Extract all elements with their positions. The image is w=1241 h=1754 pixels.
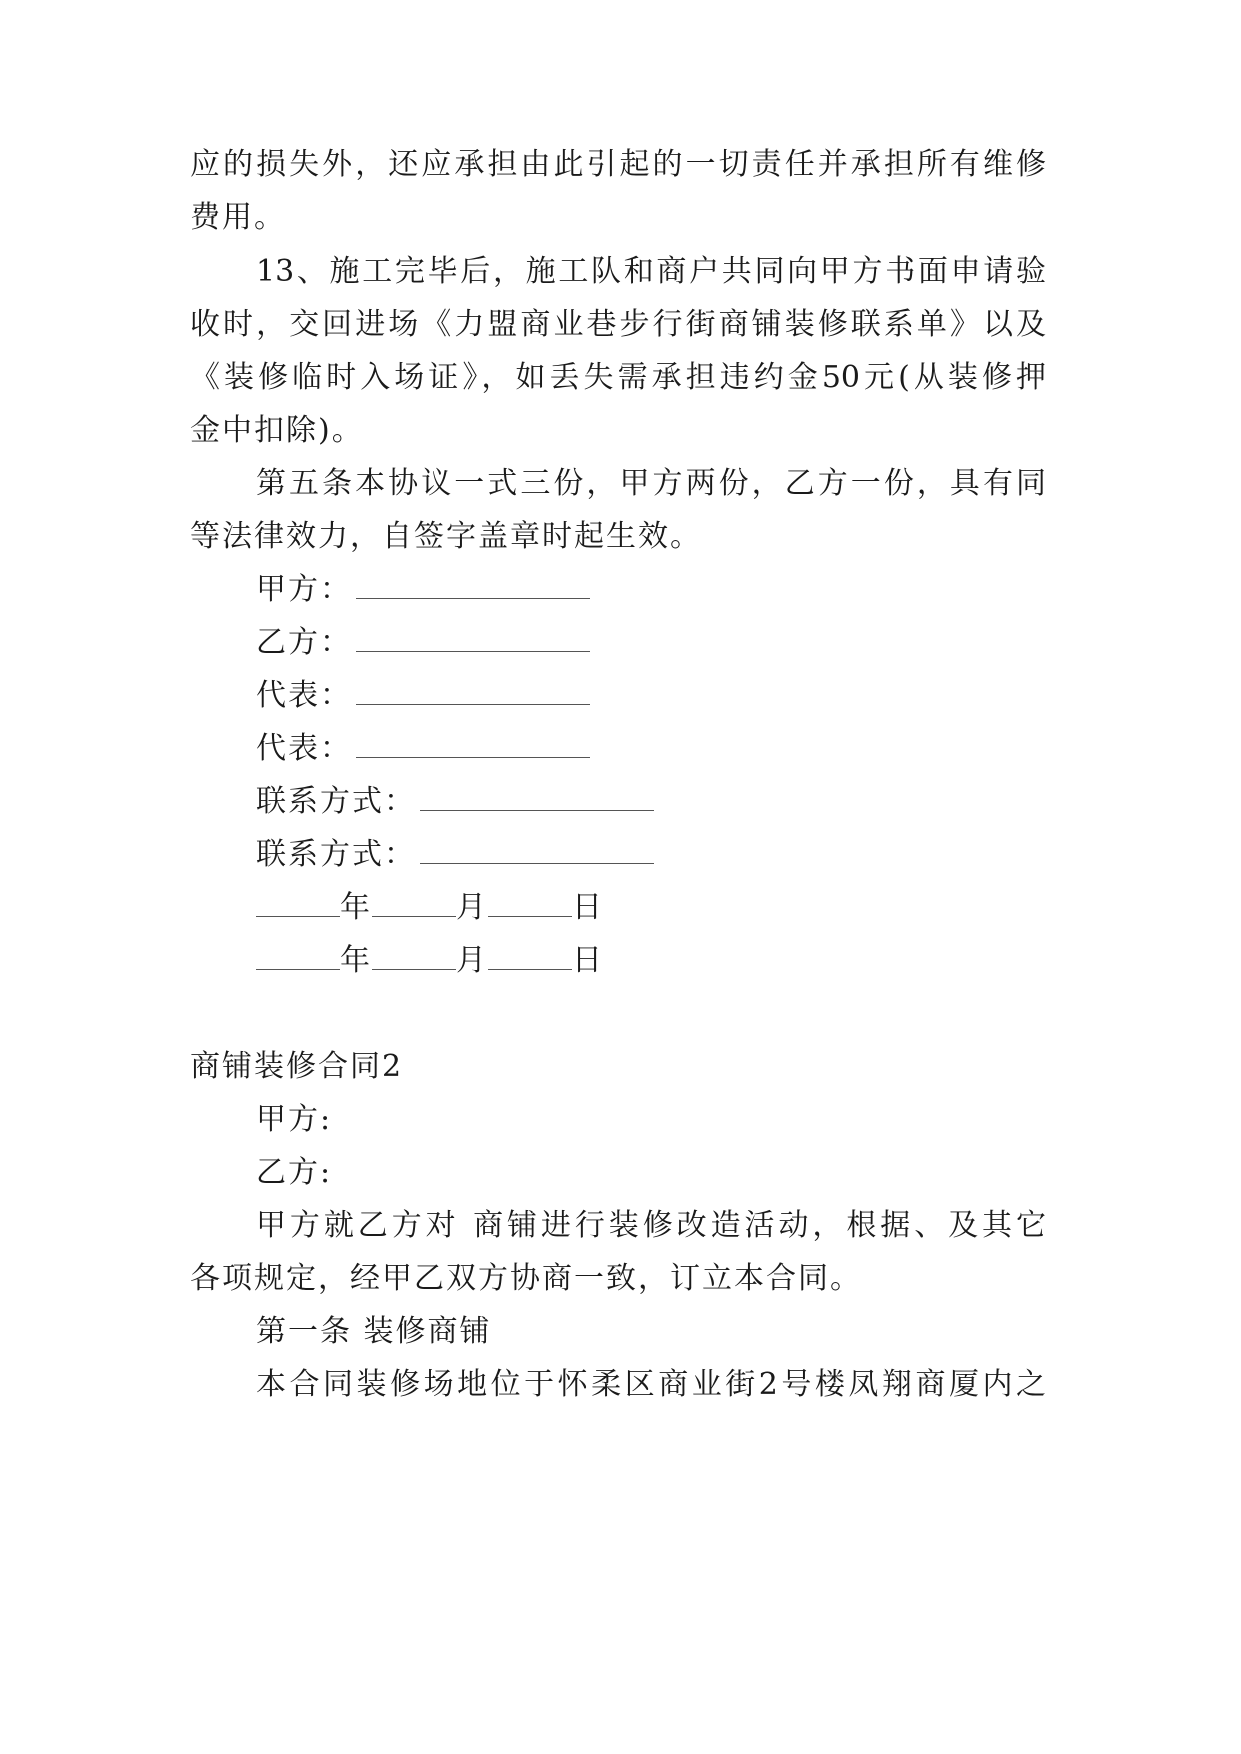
paragraph-line: 各项规定，经甲乙双方协商一致，订立本合同。 (190, 1261, 862, 1296)
day-blank (488, 888, 572, 917)
paragraph-line: 费用。 (190, 200, 286, 235)
day-label: 日 (572, 943, 604, 978)
date-line (256, 888, 604, 928)
signature-label: 联系方式： (256, 784, 416, 819)
paragraph-line: 第五条本协议一式三份，甲方两份，乙方一份，具有同 (256, 466, 1046, 501)
day-blank (488, 941, 572, 970)
year-label: 年 (340, 890, 372, 925)
signature-blank (420, 782, 654, 811)
month-blank (372, 888, 456, 917)
paragraph-line: 等法律效力，自签字盖章时起生效。 (190, 519, 702, 554)
signature-label: 乙方： (256, 625, 352, 660)
party-b-line: 乙方: (256, 1155, 333, 1190)
signature-blank (356, 676, 590, 705)
paragraph-line: 13、施工完毕后，施工队和商户共同向甲方书面申请验 (256, 254, 1046, 289)
signature-contact (256, 835, 654, 875)
year-blank (256, 888, 340, 917)
section-title: 商铺装修合同2 (190, 1049, 404, 1084)
paragraph-line: 收时，交回进场《力盟商业巷步行街商铺装修联系单》以及 (190, 307, 1046, 342)
paragraph-line: 甲方就乙方对 商铺进行装修改造活动，根据、及其它 (256, 1208, 1046, 1243)
signature-blank (420, 835, 654, 864)
month-blank (372, 941, 456, 970)
paragraph-line: 应的损失外，还应承担由此引起的一切责任并承担所有维修 (190, 147, 1046, 182)
signature-party-a (256, 570, 590, 610)
year-label: 年 (340, 943, 372, 978)
signature-representative (256, 676, 590, 716)
month-label: 月 (456, 890, 488, 925)
paragraph-line: 金中扣除)。 (190, 413, 364, 448)
signature-label: 代表： (256, 731, 352, 766)
signature-blank (356, 729, 590, 758)
paragraph-line: 《装修临时入场证》，如丢失需承担违约金50元(从装修押 (190, 360, 1046, 395)
paragraph-line: 本合同装修场地位于怀柔区商业街2号楼凤翔商厦内之 (256, 1367, 1046, 1402)
day-label: 日 (572, 890, 604, 925)
signature-representative (256, 729, 590, 769)
signature-blank (356, 623, 590, 652)
party-a-line: 甲方: (256, 1102, 333, 1137)
signature-blank (356, 570, 590, 599)
year-blank (256, 941, 340, 970)
signature-contact (256, 782, 654, 822)
date-line (256, 941, 604, 981)
signature-label: 联系方式： (256, 837, 416, 872)
signature-party-b (256, 623, 590, 663)
month-label: 月 (456, 943, 488, 978)
article-heading: 第一条 装修商铺 (256, 1314, 492, 1349)
signature-label: 代表： (256, 678, 352, 713)
signature-label: 甲方： (256, 572, 352, 607)
